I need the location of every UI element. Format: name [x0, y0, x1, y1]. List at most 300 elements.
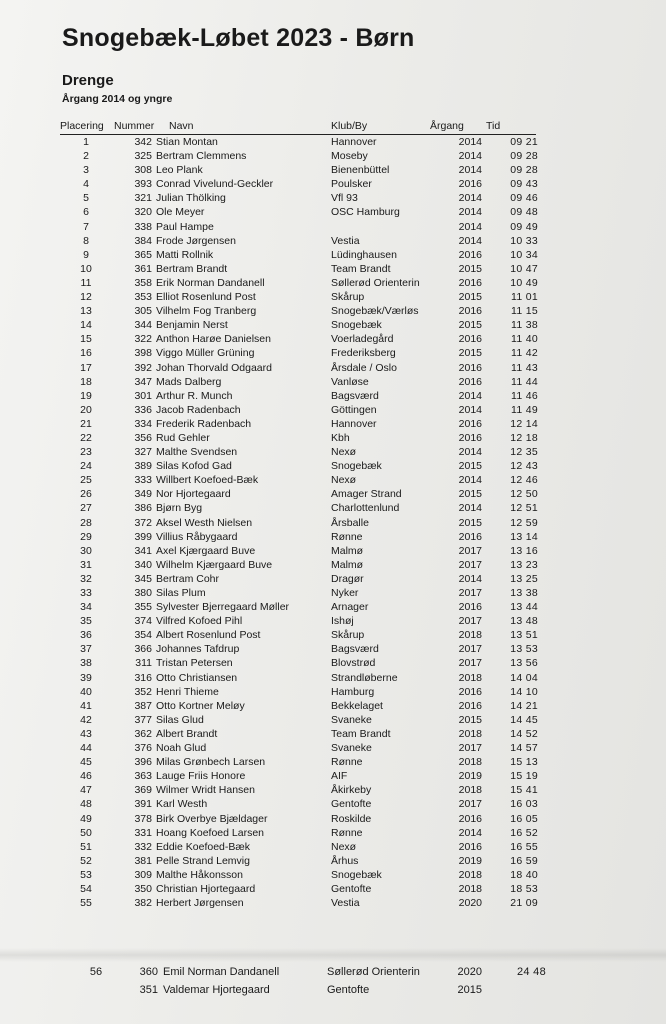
cell-number: 309: [134, 868, 152, 881]
table-row: [0, 530, 666, 544]
cell-time: 13 23: [510, 558, 538, 571]
cell-name: Vilhelm Fog Tranberg: [156, 305, 257, 318]
cell-time: 09 46: [510, 192, 538, 205]
cell-time: 10 34: [510, 248, 538, 261]
cell-number: 351: [139, 984, 158, 996]
cell-number: 336: [134, 403, 152, 416]
cell-club: Bagsværd: [331, 389, 379, 402]
cell-place: 55: [80, 897, 92, 910]
cell-club: Kbh: [331, 431, 350, 444]
cell-number: 361: [134, 262, 152, 275]
cell-place: 3: [83, 164, 89, 177]
cell-club: Strandløberne: [331, 671, 398, 684]
table-row: [0, 699, 666, 713]
cell-time: 12 14: [510, 417, 538, 430]
cell-time: 14 10: [510, 685, 538, 698]
cell-number: 398: [134, 347, 152, 360]
table-row: [0, 656, 666, 670]
cell-club: Årsdale / Oslo: [331, 361, 397, 374]
table-row: [0, 558, 666, 572]
cell-club: Ishøj: [331, 615, 354, 628]
cell-club: Gentofte: [331, 798, 372, 811]
table-row: [0, 544, 666, 558]
cell-time: 09 28: [510, 164, 538, 177]
cell-time: 14 45: [510, 713, 538, 726]
header-argang: Årgang: [430, 120, 464, 132]
cell-number: 380: [134, 587, 152, 599]
cell-year: 2018: [458, 727, 482, 740]
cell-name: Bertram Brandt: [156, 262, 228, 275]
table-row: [0, 826, 666, 840]
cell-name: Johannes Tafdrup: [156, 643, 240, 656]
cell-place: 53: [80, 868, 92, 881]
cell-number: 381: [134, 854, 152, 867]
cell-place: 33: [80, 587, 92, 599]
cell-year: 2014: [458, 234, 482, 247]
cell-place: 28: [80, 516, 92, 529]
cell-name: Bertram Cohr: [156, 572, 220, 585]
cell-name: Aksel Westh Nielsen: [156, 516, 253, 529]
cell-time: 15 41: [510, 784, 538, 797]
cell-time: 12 18: [510, 431, 538, 444]
cell-number: 352: [134, 685, 152, 698]
cell-club: Frederiksberg: [331, 347, 396, 360]
cell-club: OSC Hamburg: [331, 206, 400, 219]
cell-place: 39: [80, 671, 92, 684]
cell-club: Göttingen: [331, 403, 377, 416]
cell-name: Christian Hjortegaard: [156, 882, 256, 895]
cell-name: Wilmer Wridt Hansen: [156, 784, 255, 797]
cell-place: 32: [80, 572, 92, 585]
cell-name: Malthe Håkonsson: [156, 868, 243, 881]
table-row: [0, 234, 666, 248]
cell-number: 344: [134, 319, 152, 332]
cell-club: Dragør: [331, 572, 364, 585]
cell-number: 301: [134, 389, 152, 402]
table-row: [0, 431, 666, 445]
table-row: [0, 572, 666, 586]
cell-club: Søllerød Orienterin: [327, 966, 420, 978]
cell-year: 2014: [458, 446, 482, 459]
cell-year: 2014: [458, 136, 482, 148]
header-tid: Tid: [486, 120, 501, 132]
cell-name: Milas Grønbech Larsen: [156, 756, 266, 769]
cell-name: Albert Rosenlund Post: [156, 629, 261, 642]
cell-club: Lüdinghausen: [331, 248, 397, 261]
cell-club: Roskilde: [331, 812, 372, 825]
cell-club: Årsballe: [331, 516, 369, 529]
cell-place: 13: [80, 305, 92, 318]
cell-name: Frederik Radenbach: [156, 417, 252, 430]
cell-time: 18 40: [510, 868, 538, 881]
cell-year: 2016: [458, 276, 482, 289]
cell-number: 340: [134, 558, 152, 571]
table-row: [0, 205, 666, 219]
cell-year: 2014: [458, 150, 482, 163]
cell-place: 26: [80, 488, 92, 501]
cell-time: 12 51: [510, 502, 538, 515]
cell-number: 382: [134, 897, 152, 910]
cell-name: Noah Glud: [156, 742, 207, 755]
cell-number: 365: [134, 248, 152, 261]
cell-number: 389: [134, 460, 152, 473]
table-row: [0, 177, 666, 191]
cell-club: Rønne: [331, 826, 363, 839]
cell-number: 316: [134, 671, 152, 684]
table-row: [0, 713, 666, 727]
results-table: [0, 135, 666, 910]
cell-year: 2016: [458, 375, 482, 388]
cell-year: 2017: [458, 742, 482, 755]
table-row: [0, 417, 666, 431]
table-row: [0, 262, 666, 276]
cell-time: 11 15: [511, 305, 538, 318]
cell-place: 56: [89, 966, 103, 978]
cell-name: Vilfred Kofoed Pihl: [156, 615, 243, 628]
cell-place: 7: [83, 220, 89, 233]
cell-number: 386: [134, 502, 152, 515]
cell-year: 2017: [458, 643, 482, 656]
cell-time: 13 44: [510, 601, 538, 614]
cell-club: Vestia: [331, 234, 360, 247]
cell-year: 2016: [458, 417, 482, 430]
cell-number: 358: [134, 276, 152, 289]
section-heading: Drenge: [62, 72, 114, 89]
cell-name: Paul Hampe: [156, 220, 214, 233]
cell-name: Malthe Svendsen: [156, 446, 238, 459]
table-row: [0, 248, 666, 262]
table-row: [0, 135, 666, 149]
cell-name: Axel Kjærgaard Buve: [156, 544, 256, 557]
cell-number: 391: [134, 798, 152, 811]
cell-place: 40: [80, 685, 92, 698]
cell-place: 35: [80, 615, 92, 628]
header-klub: Klub/By: [331, 120, 368, 132]
cell-club: Blovstrød: [331, 657, 376, 670]
table-row: [0, 459, 666, 473]
cell-name: Stian Montan: [156, 136, 218, 148]
cell-number: 345: [134, 572, 152, 585]
cell-name: Sylvester Bjerregaard Møller: [156, 601, 290, 614]
cell-club: Charlottenlund: [331, 502, 400, 515]
cell-year: 2015: [458, 713, 482, 726]
cell-time: 24 48: [516, 966, 546, 978]
table-header: [0, 120, 666, 134]
table-row: [0, 642, 666, 656]
header-placering: Placering: [60, 120, 104, 132]
cell-time: 16 52: [510, 826, 538, 839]
cell-club: Rønne: [331, 756, 363, 769]
table-row: [0, 346, 666, 360]
cell-time: 14 57: [510, 742, 538, 755]
cell-number: 320: [134, 206, 152, 219]
cell-year: 2019: [458, 854, 482, 867]
cell-time: 12 43: [510, 460, 538, 473]
table-row: [0, 854, 666, 868]
cell-time: 11 01: [511, 291, 538, 304]
table-row: [0, 501, 666, 515]
cell-time: 12 46: [510, 474, 538, 487]
cell-number: 325: [134, 150, 152, 163]
table-row: [0, 755, 666, 769]
cell-place: 10: [80, 262, 92, 275]
cell-time: 11 40: [511, 333, 538, 346]
cell-time: 12 35: [510, 446, 538, 459]
cell-place: 5: [83, 192, 89, 205]
cell-time: 11 42: [511, 347, 538, 360]
table-row: [0, 361, 666, 375]
cell-name: Pelle Strand Lemvig: [156, 854, 250, 867]
cell-year: 2018: [458, 629, 482, 642]
table-row: [0, 586, 666, 600]
cell-year: 2016: [458, 812, 482, 825]
cell-time: 12 50: [510, 488, 538, 501]
cell-place: 25: [80, 474, 92, 487]
cell-club: Nexø: [331, 474, 357, 487]
cell-year: 2014: [458, 389, 482, 402]
cell-place: 46: [80, 770, 92, 783]
table-row: [0, 290, 666, 304]
cell-name: Birk Overbye Bjældager: [156, 812, 268, 825]
cell-name: Bjørn Byg: [156, 502, 203, 515]
cell-year: 2016: [458, 431, 482, 444]
cell-year: 2014: [458, 572, 482, 585]
cell-club: Skårup: [331, 629, 365, 642]
cell-time: 16 05: [510, 812, 538, 825]
cell-year: 2014: [458, 474, 482, 487]
cell-name: Willbert Koefoed-Bæk: [156, 474, 259, 487]
cell-time: 16 59: [510, 854, 538, 867]
table-row: [0, 332, 666, 346]
table-row: [0, 276, 666, 290]
cell-name: Matti Rollnik: [156, 248, 214, 261]
cell-year: 2014: [458, 403, 482, 416]
cell-time: 11 44: [511, 375, 538, 388]
table-row: [0, 614, 666, 628]
table-row: [0, 375, 666, 389]
cell-year: 2018: [458, 671, 482, 684]
cell-place: 38: [80, 657, 92, 670]
cell-time: 16 55: [510, 840, 538, 853]
cell-year: 2018: [458, 756, 482, 769]
cell-place: 1: [83, 136, 89, 148]
table-row: [0, 600, 666, 614]
cell-number: 362: [134, 727, 152, 740]
cell-time: 14 52: [510, 727, 538, 740]
cell-place: 41: [80, 699, 92, 712]
cell-number: 321: [134, 192, 152, 205]
cell-time: 11 49: [511, 403, 538, 416]
cell-number: 356: [134, 431, 152, 444]
cell-club: AIF: [331, 770, 348, 783]
table-row: [0, 191, 666, 205]
cell-year: 2020: [458, 897, 482, 910]
cell-number: 322: [134, 333, 152, 346]
table-row: [0, 487, 666, 501]
cell-place: 14: [80, 319, 92, 332]
cell-year: 2016: [458, 361, 482, 374]
cell-name: Nor Hjortegaard: [156, 488, 231, 501]
cell-name: Silas Glud: [156, 713, 204, 726]
cell-time: 15 13: [510, 756, 538, 769]
table-row: [0, 783, 666, 797]
cell-club: Moseby: [331, 150, 368, 163]
cell-number: 384: [134, 234, 152, 247]
cell-club: Svaneke: [331, 713, 372, 726]
cell-name: Mads Dalberg: [156, 375, 222, 388]
cell-name: Julian Thölking: [156, 192, 226, 205]
cell-number: 334: [134, 417, 152, 430]
cell-time: 13 56: [510, 657, 538, 670]
cell-year: 2014: [458, 192, 482, 205]
cell-time: 15 19: [510, 770, 538, 783]
cell-time: 16 03: [510, 798, 538, 811]
cell-number: 355: [134, 601, 152, 614]
cell-club: Bagsværd: [331, 643, 379, 656]
cell-name: Ole Meyer: [156, 206, 205, 219]
cell-place: 47: [80, 784, 92, 797]
cell-place: 11: [80, 276, 92, 289]
table-row: [0, 671, 666, 685]
cell-club: Nexø: [331, 840, 357, 853]
table-row: [0, 628, 666, 642]
cell-name: Tristan Petersen: [156, 657, 233, 670]
cell-year: 2014: [458, 206, 482, 219]
cell-name: Johan Thorvald Odgaard: [156, 361, 272, 374]
table-row: [0, 304, 666, 318]
cell-name: Viggo Müller Grüning: [156, 347, 255, 360]
table-row: [0, 149, 666, 163]
cell-number: 347: [134, 375, 152, 388]
cell-club: Vestia: [331, 897, 360, 910]
cell-year: 2017: [458, 558, 482, 571]
cell-club: Søllerød Orienterin: [331, 276, 420, 289]
page-title: Snogebæk-Løbet 2023 - Børn: [62, 24, 415, 52]
cell-place: 18: [80, 375, 92, 388]
cell-club: Vanløse: [331, 375, 369, 388]
cell-place: 31: [80, 558, 92, 571]
cell-number: 327: [134, 446, 152, 459]
cell-number: 354: [134, 629, 152, 642]
cell-place: 24: [80, 460, 92, 473]
cell-place: 21: [80, 417, 92, 430]
table-row: [0, 389, 666, 403]
cell-name: Silas Plum: [156, 587, 206, 599]
cell-place: 29: [80, 530, 92, 543]
cell-club: Malmø: [331, 558, 364, 571]
cell-name: Arthur R. Munch: [156, 389, 233, 402]
cell-year: 2018: [458, 784, 482, 797]
cell-time: 09 48: [510, 206, 538, 219]
cell-number: 338: [134, 220, 152, 233]
cell-club: Bienenbüttel: [331, 164, 390, 177]
table-row: [0, 896, 666, 910]
cell-club: Skårup: [331, 291, 365, 304]
header-nummer: Nummer: [114, 120, 155, 132]
cell-year: 2017: [458, 657, 482, 670]
cell-club: Hannover: [331, 136, 377, 148]
cell-number: 369: [134, 784, 152, 797]
table-row: [0, 964, 666, 980]
cell-year: 2017: [458, 587, 482, 599]
cell-club: Snogebæk: [331, 868, 382, 881]
cell-place: 20: [80, 403, 92, 416]
cell-time: 13 16: [510, 544, 538, 557]
cell-time: 13 25: [510, 572, 538, 585]
table-row: [0, 516, 666, 530]
cell-name: Silas Kofod Gad: [156, 460, 232, 473]
cell-place: 51: [80, 840, 92, 853]
cell-number: 332: [134, 840, 152, 853]
cell-time: 10 33: [510, 234, 538, 247]
cell-year: 2014: [458, 164, 482, 177]
cell-club: Nexø: [331, 446, 357, 459]
cell-time: 21 09: [510, 897, 538, 910]
cell-name: Karl Westh: [156, 798, 208, 811]
cell-club: Arnager: [331, 601, 369, 614]
cell-club: Snogebæk/Værløs: [331, 305, 419, 318]
cell-name: Anthon Harøe Danielsen: [156, 333, 271, 346]
cell-time: 09 28: [510, 150, 538, 163]
cell-name: Jacob Radenbach: [156, 403, 241, 416]
cell-place: 52: [80, 854, 92, 867]
table-row: [0, 812, 666, 826]
cell-club: Vfl 93: [331, 192, 358, 205]
cell-number: 392: [134, 361, 152, 374]
cell-year: 2017: [458, 615, 482, 628]
cell-place: 43: [80, 727, 92, 740]
cell-club: Åkirkeby: [331, 784, 372, 797]
cell-club: Rønne: [331, 530, 363, 543]
cell-name: Bertram Clemmens: [156, 150, 247, 163]
cell-name: Herbert Jørgensen: [156, 897, 244, 910]
cell-place: 54: [80, 882, 92, 895]
cell-time: 11 46: [511, 389, 538, 402]
cell-number: 331: [134, 826, 152, 839]
cell-number: 374: [134, 615, 152, 628]
cell-year: 2015: [458, 319, 482, 332]
cell-year: 2016: [458, 333, 482, 346]
cell-number: 387: [134, 699, 152, 712]
cell-number: 372: [134, 516, 152, 529]
cell-year: 2015: [458, 291, 482, 304]
cell-time: 13 51: [510, 629, 538, 642]
cell-year: 2014: [458, 502, 482, 515]
cell-name: Rud Gehler: [156, 431, 210, 444]
cell-year: 2014: [458, 220, 482, 233]
cell-time: 13 48: [510, 615, 538, 628]
cell-place: 8: [83, 234, 89, 247]
cell-club: Hamburg: [331, 685, 375, 698]
cell-year: 2018: [458, 868, 482, 881]
cell-year: 2015: [458, 262, 482, 275]
cell-number: 305: [134, 305, 152, 318]
cell-number: 350: [134, 882, 152, 895]
cell-year: 2016: [458, 248, 482, 261]
cell-time: 14 21: [510, 699, 538, 712]
table-row: [0, 473, 666, 487]
cell-place: 36: [80, 629, 92, 642]
cell-name: Leo Plank: [156, 164, 203, 177]
cell-name: Valdemar Hjortegaard: [163, 984, 270, 996]
cell-time: 10 47: [510, 262, 538, 275]
cell-name: Lauge Friis Honore: [156, 770, 246, 783]
cell-name: Otto Kortner Meløy: [156, 699, 245, 712]
cell-number: 396: [134, 756, 152, 769]
cell-time: 13 14: [510, 530, 538, 543]
cell-name: Wilhelm Kjærgaard Buve: [156, 558, 273, 571]
cell-name: Frode Jørgensen: [156, 234, 236, 247]
